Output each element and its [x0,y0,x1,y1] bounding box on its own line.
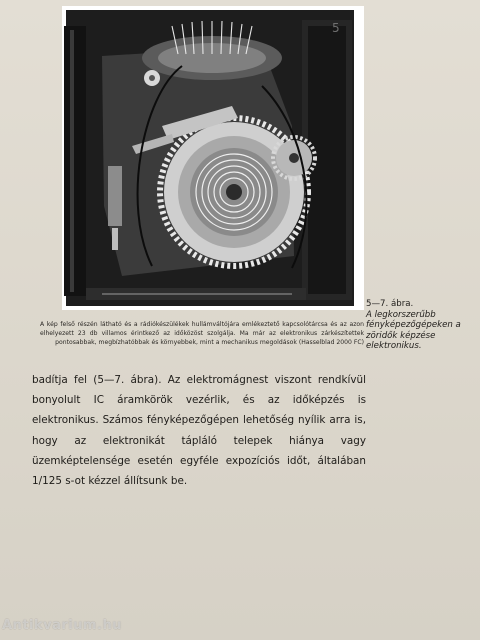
watermark-logo: Antikvarium.hu [2,618,122,633]
camera-shutter-mechanism-photo-icon [62,6,364,310]
svg-text:5: 5 [332,21,340,35]
figure-label-text: A legkorszerűbb fényképezőgépeken a zöridők képzése elektronikus. [366,309,461,352]
figure-photo [62,6,364,310]
figure-number: 5—7. ábra. [366,299,414,309]
figure-caption: A kép felső részén látható és a rádiókészülékek hullámváltójára emlékeztető kapcsolótárcsa és az azon elhelyezett 23 db villamos érintkező az időközöst szolgálja. Ma már az elektronikus zárkészítettek pontosabbak, megbízhatóbbak és környebbek, mint a mechanikus megoldások (Hasselblad 2000 FC) [40,321,364,346]
body-paragraph: badítja fel (5—7. ábra). Az elektromágnest viszont rendkívül bonyolult IC áramkörök vezérlik, és az időképzés is elektronikus. Számos fényképezőgépen lehetőség nyílik arra is, hogy az elektronikát tápláló telepek hiánya vagy üzemképtelensége esetén egyféle expozíciós időt, általában 1/125 s-ot kézzel állítsunk be. [32,374,366,488]
figure-label [366,299,474,352]
